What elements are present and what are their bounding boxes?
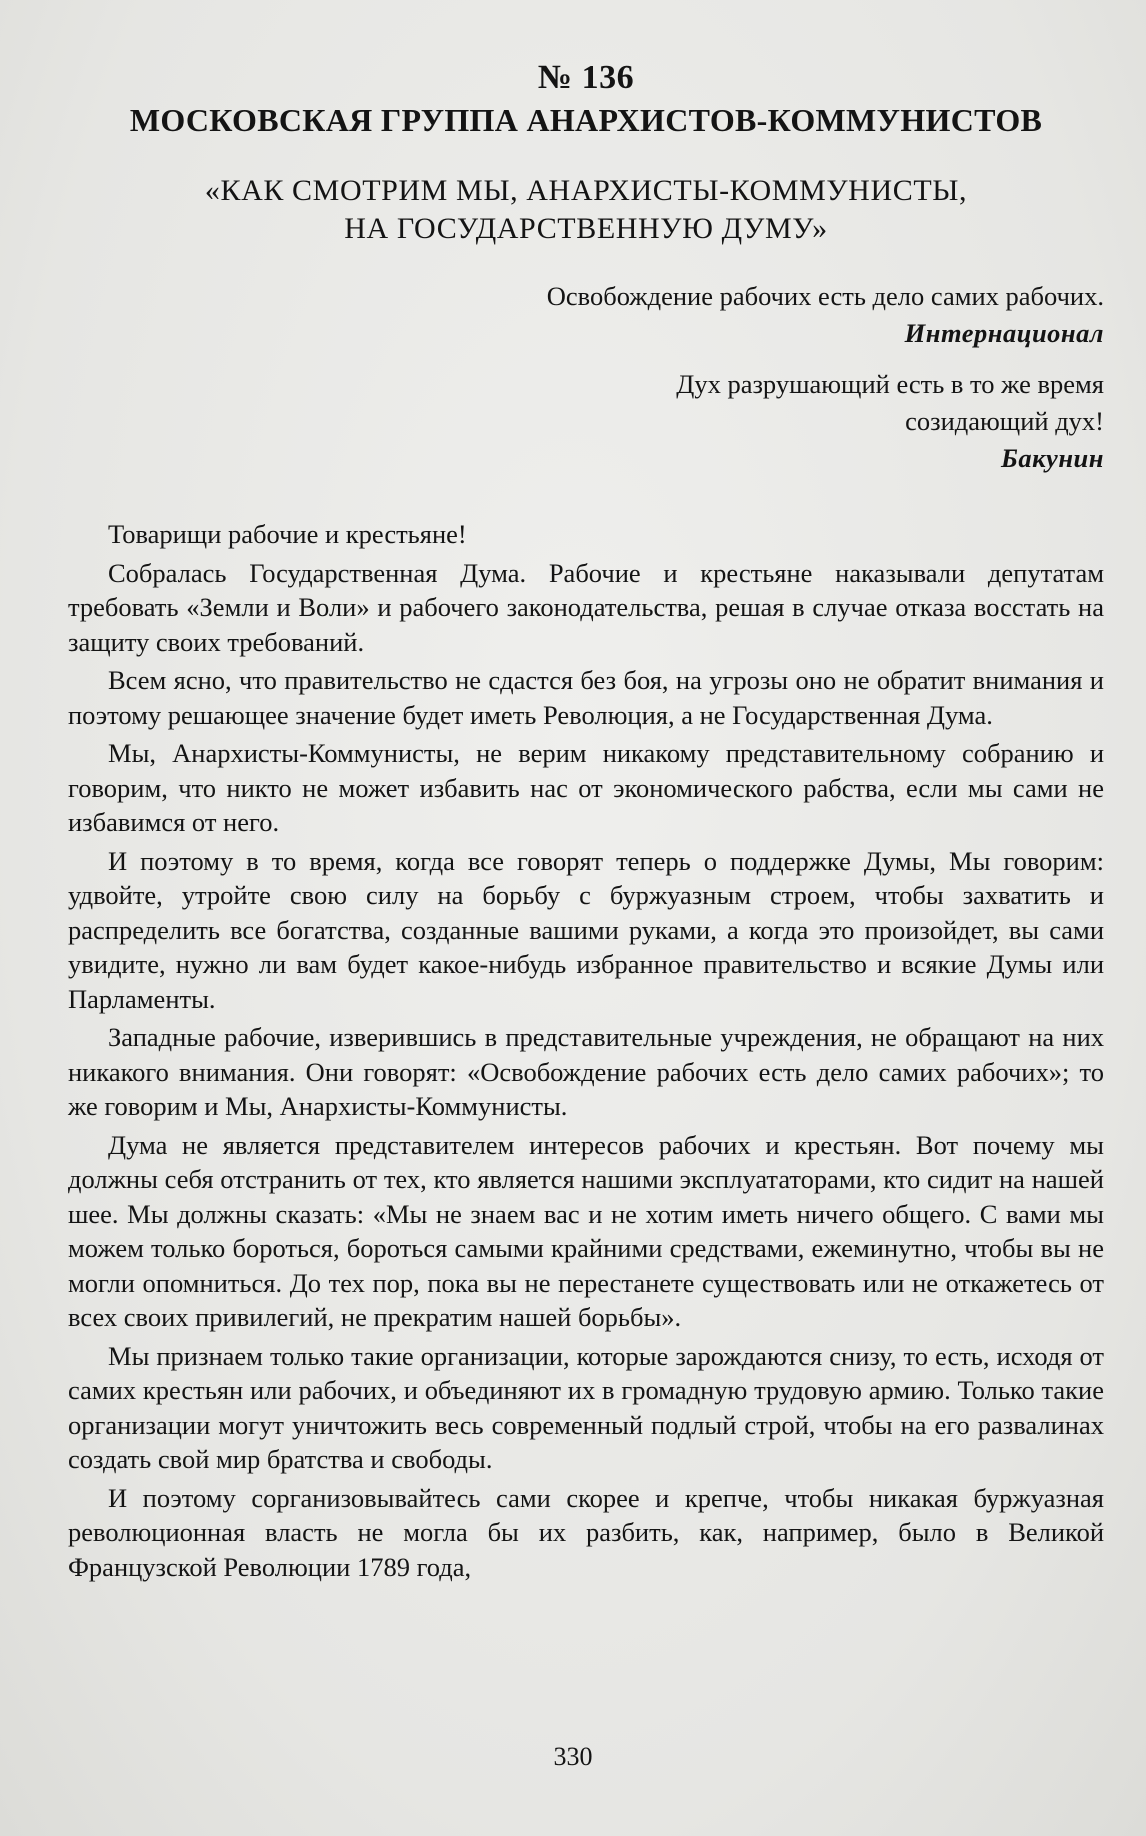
paragraph: Дума не является представителем интересов рабочих и крестьян. Вот почему мы должны себя отстранить от тех, кто является нашими эксплуататорами, кто сидит на нашей шее. Мы должны сказать: «Мы не знаем вас и не хотим иметь ничего общего. С вами мы можем только бороться, бороться самыми крайними средствами, ежеминутно, чтобы вы не могли опомниться. До тех пор, пока вы не перестанете существовать или не откажетесь от всех своих привилегий, не прекратим нашей борьбы». bbox=[68, 1129, 1104, 1332]
paragraph: Западные рабочие, изверившись в представительные учреждения, не обращают на них никакого внимания. Они говорят: «Освобождение рабочих есть дело самих рабочих»; то же говорим и Мы, Анархисты-Коммунисты. bbox=[68, 1022, 1104, 1121]
document-content bbox=[68, 58, 1104, 1588]
document-body bbox=[68, 517, 1104, 1584]
paragraph: Собралась Государственная Дума. Рабочие и крестьяне наказывали депутатам требовать «Земли и Воли» и рабочего законодательства, решая в случае отказа восстать на защиту своих требований. bbox=[68, 557, 1104, 657]
paragraph: Мы признаем только такие организации, которые зарождаются снизу, то есть, исходя от самих крестьян или рабочих, и объединяют их в громадную трудовую армию. Только такие организации могут уничтожить весь современный подлый строй, чтобы на его развалинах создать свой мир братства и свободы. bbox=[68, 1340, 1104, 1474]
page-number: 330 bbox=[553, 1742, 593, 1771]
epigraph-text bbox=[68, 366, 1104, 440]
epigraph-text bbox=[68, 278, 1104, 315]
epigraph-line: созидающий дух! bbox=[905, 406, 1104, 436]
document-title bbox=[68, 172, 1104, 248]
paragraph: Всем ясно, что правительство не сдастся без боя, на угрозы оно не обратит внимания и поэтому решающее значение будет иметь Революция, а не Государственная Дума. bbox=[68, 665, 1104, 730]
paragraph: И поэтому сорганизовывайтесь сами скорее и крепче, чтобы никакая буржуазная революционная власть не могла бы их разбить, как, например, было в Великой Французской Революции 1789 года, bbox=[68, 1482, 1104, 1582]
epigraph-internationale bbox=[68, 278, 1104, 352]
paragraph: Мы, Анархисты-Коммунисты, не верим никакому представительному собранию и говорим, что никто не может избавить нас от экономического рабства, если мы сами не избавимся от него. bbox=[68, 738, 1104, 837]
paragraph: И поэтому в то время, когда все говорят теперь о поддержке Думы, Мы говорим: удвойте, утройте свою силу на борьбу с буржуазным строем, чтобы захватить и распределить все богатства, созданные вашими руками, а когда это произойдет, вы сами увидите, нужно ли вам будет какое-нибудь избранное правительство и всякие Думы или Парламенты. bbox=[68, 845, 1104, 1014]
epigraph-author: Бакунин bbox=[1001, 443, 1104, 473]
document-title-line: НА ГОСУДАРСТВЕННУЮ ДУМУ» bbox=[344, 212, 828, 245]
epigraph-author: Интернационал bbox=[904, 318, 1104, 348]
document-number: № 136 bbox=[537, 59, 635, 96]
organization-title: МОСКОВСКАЯ ГРУППА АНАРХИСТОВ-КОММУНИСТОВ bbox=[129, 102, 1043, 138]
document-title-line: «КАК СМОТРИМ МЫ, АНАРХИСТЫ-КОММУНИСТЫ, bbox=[204, 174, 968, 207]
paragraph-salutation: Товарищи рабочие и крестьяне! bbox=[108, 519, 467, 549]
epigraph-bakunin bbox=[68, 366, 1104, 477]
epigraph-line: Освобождение рабочих есть дело самих рабочих. bbox=[546, 281, 1104, 311]
epigraph-line: Дух разрушающий есть в то же время bbox=[676, 369, 1104, 399]
epigraphs bbox=[68, 278, 1104, 477]
